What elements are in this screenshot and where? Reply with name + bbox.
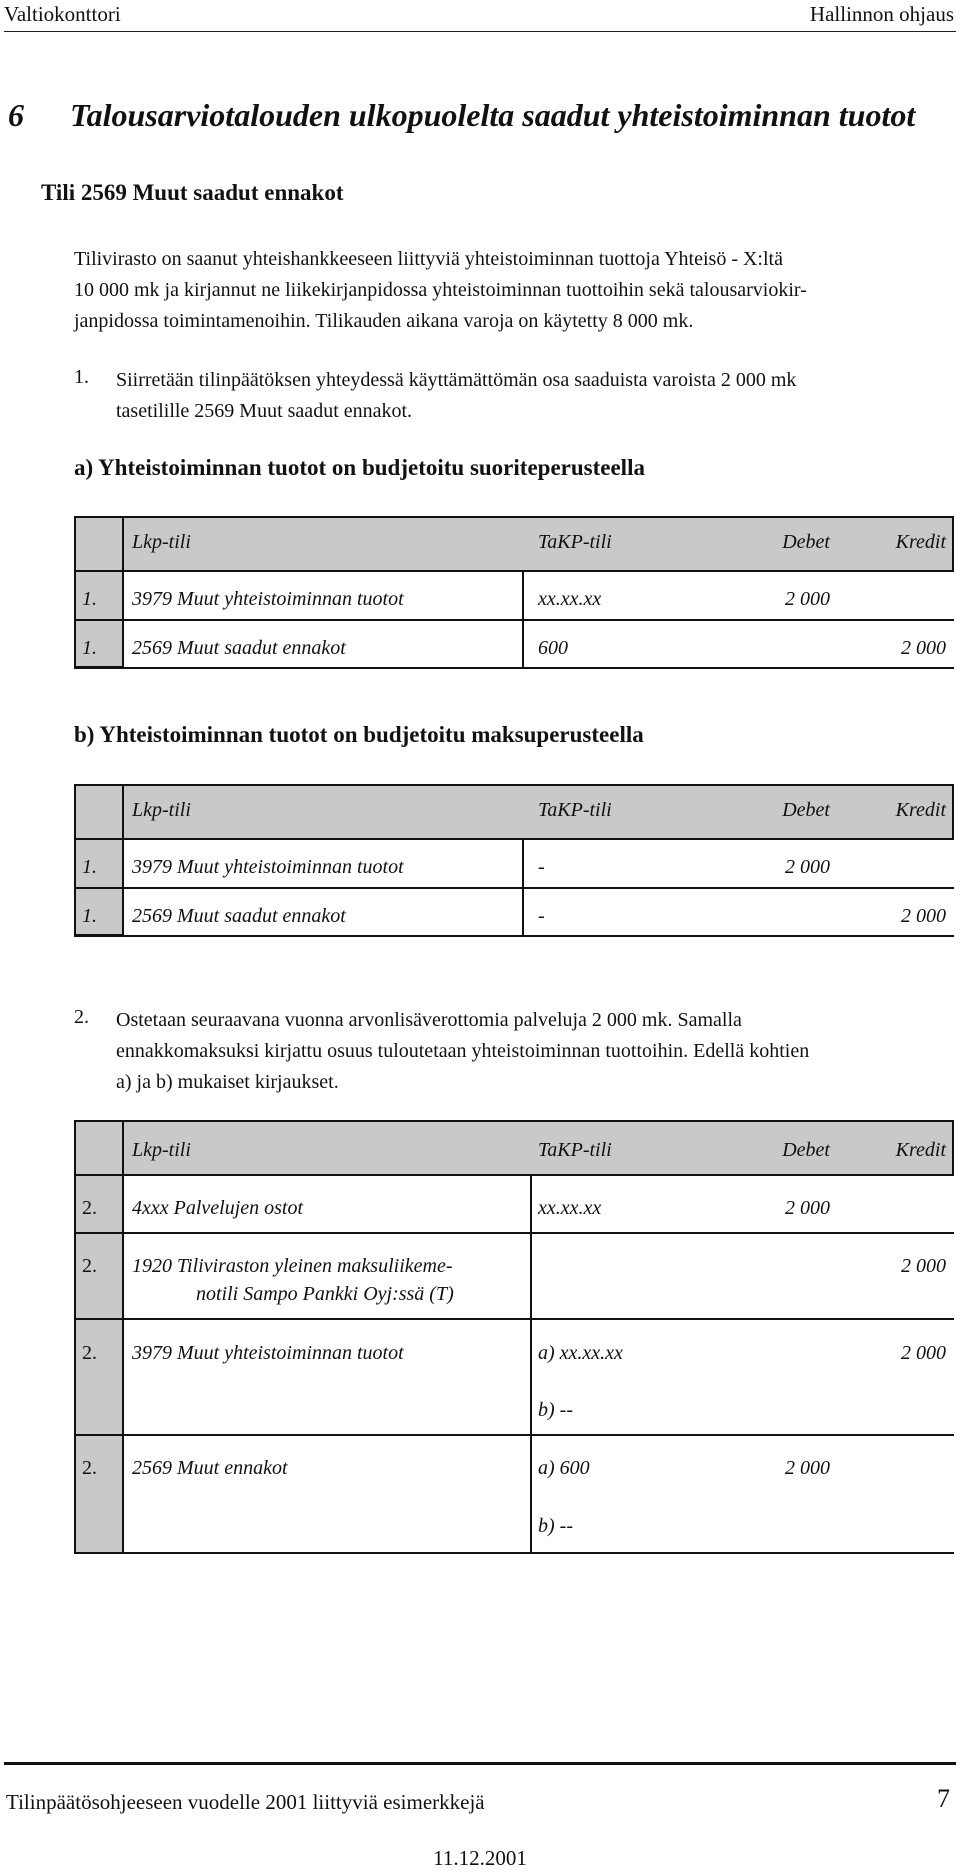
- kredit-cell: 2 000: [901, 637, 946, 659]
- chapter-number: 6: [8, 97, 24, 133]
- row-number: 2.: [82, 1197, 97, 1219]
- column-divider: [122, 1120, 124, 1176]
- column-header-kredit: Kredit: [895, 1139, 946, 1161]
- column-header-kredit: Kredit: [895, 531, 946, 553]
- row-number: 2.: [82, 1255, 97, 1277]
- row-divider: [74, 887, 954, 889]
- header-left: Valtiokonttori: [4, 2, 121, 26]
- column-divider: [530, 1174, 532, 1554]
- account-cell: 3979 Muut yhteistoiminnan tuotot: [132, 588, 404, 610]
- column-header-debet: Debet: [782, 799, 830, 821]
- column-header-takp: TaKP-tili: [538, 531, 612, 553]
- takp-cell: xx.xx.xx: [538, 1197, 602, 1219]
- takp-cell-b: b) --: [538, 1399, 573, 1421]
- row-divider: [74, 935, 954, 937]
- account-cell: 3979 Muut yhteistoiminnan tuotot: [132, 856, 404, 878]
- intro-paragraph: [74, 244, 954, 337]
- takp-cell: 600: [538, 637, 568, 659]
- takp-cell: xx.xx.xx: [538, 588, 602, 610]
- row-number: 2.: [82, 1457, 97, 1479]
- row-number: 1.: [82, 588, 97, 610]
- debet-cell: 2 000: [785, 1457, 830, 1479]
- column-header-lkp: Lkp-tili: [132, 799, 191, 821]
- footer-date: 11.12.2001: [433, 1846, 527, 1870]
- account-cell: 1920 Tiliviraston yleinen maksuliikeme-: [132, 1255, 453, 1277]
- step2-line: Ostetaan seuraavana vuonna arvonlisäverottomia palveluja 2 000 mk. Samalla: [116, 1009, 742, 1031]
- footer-divider: [4, 1762, 956, 1765]
- takp-cell: a) xx.xx.xx: [538, 1342, 623, 1364]
- step2-text: [116, 1005, 956, 1098]
- intro-line: 10 000 mk ja kirjannut ne liikekirjanpidossa yhteistoiminnan tuottoihin sekä talousarviokir-: [74, 279, 807, 301]
- account-cell: 4xxx Palvelujen ostot: [132, 1197, 304, 1219]
- section-a-title: a) Yhteistoiminnan tuotot on budjetoitu suoriteperusteella: [74, 455, 645, 480]
- takp-cell: a) 600: [538, 1457, 590, 1479]
- intro-line: Tilivirasto on saanut yhteishankkeeseen liittyviä yhteistoiminnan tuottoja Yhteisö - X:ltä: [74, 248, 783, 270]
- page-number: 7: [937, 1784, 950, 1813]
- intro-line: janpidossa toimintamenoihin. Tilikauden aikana varoja on käytetty 8 000 mk.: [74, 310, 694, 332]
- column-header-debet: Debet: [782, 531, 830, 553]
- kredit-cell: 2 000: [901, 905, 946, 927]
- column-header-takp: TaKP-tili: [538, 1139, 612, 1161]
- row-number: 1.: [82, 856, 97, 878]
- step1-text: [116, 365, 946, 427]
- column-divider: [122, 516, 124, 572]
- chapter-title-text: Talousarviotalouden ulkopuolelta saadut yhteistoiminnan tuotot: [70, 97, 916, 133]
- column-header-lkp: Lkp-tili: [132, 1139, 191, 1161]
- row-divider: [74, 1318, 954, 1320]
- column-header-kredit: Kredit: [895, 799, 946, 821]
- header-right: Hallinnon ohjaus: [809, 2, 954, 26]
- step2-line: ennakkomaksuksi kirjattu osuus tuloutetaan yhteistoiminnan tuottoihin. Edellä kohtien: [116, 1040, 810, 1062]
- row-divider: [74, 1552, 954, 1554]
- row-number: 2.: [82, 1342, 97, 1364]
- account-cell: 2569 Muut ennakot: [132, 1457, 288, 1479]
- step2-line: a) ja b) mukaiset kirjaukset.: [116, 1071, 339, 1093]
- step1-line: Siirretään tilinpäätöksen yhteydessä käyttämättömän osa saaduista varoista 2 000 mk: [116, 369, 797, 391]
- column-header-lkp: Lkp-tili: [132, 531, 191, 553]
- account-cell-continued: notili Sampo Pankki Oyj:ssä (T): [196, 1283, 454, 1305]
- column-header-takp: TaKP-tili: [538, 799, 612, 821]
- chapter-title: [8, 97, 915, 134]
- step2-number: 2.: [74, 1006, 89, 1028]
- debet-cell: 2 000: [785, 856, 830, 878]
- takp-cell-b: b) --: [538, 1515, 573, 1537]
- step1-number: 1.: [74, 366, 89, 388]
- row-divider: [74, 1434, 954, 1436]
- takp-cell: -: [538, 856, 545, 878]
- account-cell: 3979 Muut yhteistoiminnan tuotot: [132, 1342, 404, 1364]
- row-number: 1.: [82, 905, 97, 927]
- section-b-title: b) Yhteistoiminnan tuotot on budjetoitu maksuperusteella: [74, 722, 644, 747]
- debet-cell: 2 000: [785, 1197, 830, 1219]
- row-number: 1.: [82, 637, 97, 659]
- header-divider: [4, 31, 956, 32]
- row-divider: [74, 667, 954, 669]
- column-divider: [122, 784, 124, 840]
- account-cell: 2569 Muut saadut ennakot: [132, 637, 346, 659]
- account-cell: 2569 Muut saadut ennakot: [132, 905, 346, 927]
- column-header-debet: Debet: [782, 1139, 830, 1161]
- kredit-cell: 2 000: [901, 1255, 946, 1277]
- debet-cell: 2 000: [785, 588, 830, 610]
- takp-cell: -: [538, 905, 545, 927]
- row-divider: [74, 619, 954, 621]
- kredit-cell: 2 000: [901, 1342, 946, 1364]
- step1-line: tasetilille 2569 Muut saadut ennakot.: [116, 400, 413, 422]
- account-heading: Tili 2569 Muut saadut ennakot: [41, 180, 344, 205]
- footer-title: Tilinpäätösohjeeseen vuodelle 2001 liittyviä esimerkkejä: [6, 1790, 485, 1814]
- row-divider: [74, 1232, 954, 1234]
